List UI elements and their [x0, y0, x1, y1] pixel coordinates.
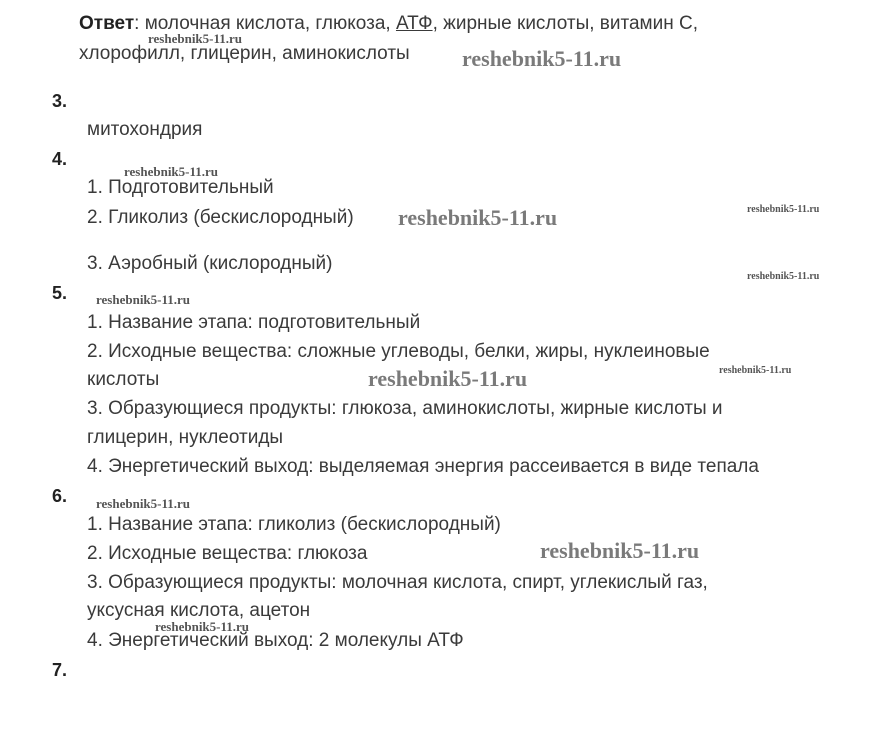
watermark: reshebnik5-11.ru — [719, 365, 792, 376]
watermark: reshebnik5-11.ru — [155, 619, 250, 634]
answer-text-2: , жирные кислоты, витамин С, — [432, 13, 699, 34]
watermark: reshebnik5-11.ru — [96, 496, 191, 511]
question-5-line-1: 1. Название этапа: подготовительный — [87, 312, 421, 333]
question-4-item-1: 1. Подготовительный — [87, 177, 274, 198]
question-5-line-2: 2. Исходные вещества: сложные углеводы, белки, жиры, нуклеиновые — [87, 341, 710, 362]
question-6-line-2: 2. Исходные вещества: глюкоза — [87, 543, 368, 564]
question-5-line-5: глицерин, нуклеотиды — [87, 427, 284, 448]
question-6-line-3: 3. Образующиеся продукты: молочная кислота, спирт, углекислый газ, — [87, 572, 708, 593]
question-6-line-1: 1. Название этапа: гликолиз (бескислородный) — [87, 514, 501, 535]
question-3-answer: митохондрия — [87, 119, 203, 140]
question-7-number: 7. — [52, 660, 68, 680]
watermark: reshebnik5-11.ru — [398, 205, 558, 230]
question-5-number: 5. — [52, 283, 68, 303]
watermark: reshebnik5-11.ru — [462, 46, 622, 71]
watermark: reshebnik5-11.ru — [148, 31, 243, 46]
question-5-line-4: 3. Образующиеся продукты: глюкоза, аминокислоты, жирные кислоты и — [87, 398, 723, 419]
watermark: reshebnik5-11.ru — [96, 292, 191, 307]
watermark: reshebnik5-11.ru — [747, 271, 820, 282]
question-5-line-6: 4. Энергетический выход: выделяемая энергия рассеивается в виде тепала — [87, 456, 759, 477]
answer-atp: АТФ — [395, 13, 433, 34]
answer-text-1: молочная кислота, глюкоза, — [139, 13, 396, 34]
question-3-number: 3. — [52, 91, 68, 111]
answer-colon: : — [134, 13, 140, 34]
question-6-line-5: 4. Энергетический выход: 2 молекулы АТФ — [87, 630, 464, 651]
watermark: reshebnik5-11.ru — [124, 164, 219, 179]
watermark: reshebnik5-11.ru — [368, 366, 528, 391]
question-6-line-4: уксусная кислота, ацетон — [87, 600, 311, 621]
question-4-item-3: 3. Аэробный (кислородный) — [87, 253, 333, 274]
watermark: reshebnik5-11.ru — [540, 538, 700, 563]
question-5-line-3: кислоты — [87, 369, 160, 390]
question-4-item-2: 2. Гликолиз (бескислородный) — [87, 207, 354, 228]
answer-line-2: хлорофилл, глицерин, аминокислоты — [79, 43, 410, 64]
question-4-number: 4. — [52, 149, 68, 169]
watermark: reshebnik5-11.ru — [747, 204, 820, 215]
answer-label: Ответ — [79, 13, 135, 34]
question-6-number: 6. — [52, 486, 68, 506]
